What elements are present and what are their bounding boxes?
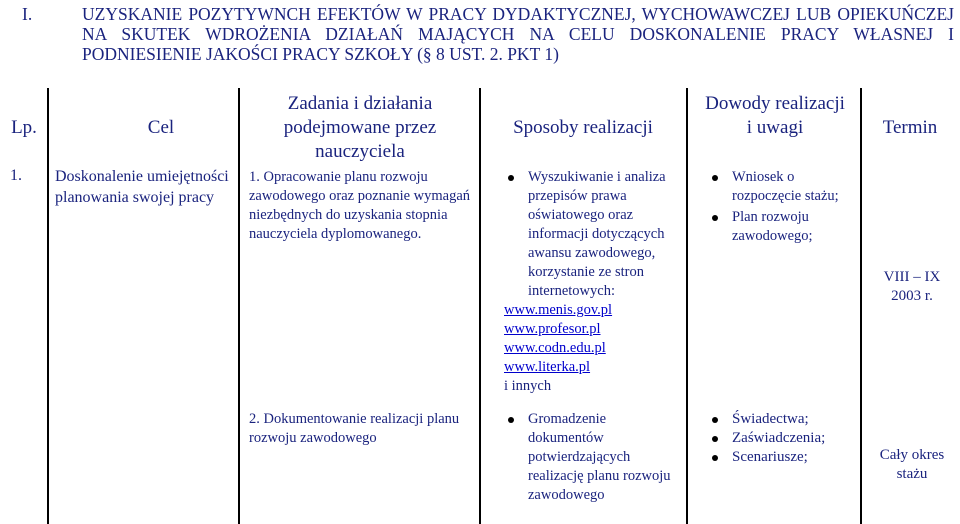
header-lp: Lp. [11, 117, 37, 138]
method-list [502, 410, 678, 505]
list-item [706, 168, 856, 206]
header-cel: Cel [147, 117, 175, 138]
evidence-item: Wniosek o rozpoczęcie stażu; [732, 169, 839, 204]
table-border [238, 88, 240, 524]
method-2 [502, 410, 678, 505]
evidence-2 [706, 410, 856, 467]
row-number: 1. [10, 167, 22, 184]
goal-text: Doskonalenie umiejętności planowania swojej pracy [55, 168, 229, 206]
links-tail: i innych [504, 378, 552, 394]
section-number: I. [22, 4, 33, 24]
bullet-icon [712, 417, 718, 423]
table-border [479, 88, 481, 524]
task-1: 1. Opracowanie planu rozwoju zawodowego oraz poznanie wymagań niezbędnych do uzyskania stopnia nauczyciela dyplomowanego. [249, 169, 471, 242]
bullet-icon [712, 455, 718, 461]
list-item [502, 410, 678, 505]
bullet-icon [508, 417, 514, 423]
method-2-text: Gromadzenie dokumentów potwierdzających realizację planu rozwoju zawodowego [528, 411, 671, 503]
link-profesor[interactable]: www.profesor.pl [504, 321, 601, 337]
list-item [502, 168, 678, 301]
evidence-list [706, 168, 856, 246]
link-menis[interactable]: www.menis.gov.pl [504, 302, 613, 318]
term-2: Cały okres stażu [879, 447, 945, 482]
bullet-icon [508, 175, 514, 181]
list-item [706, 429, 856, 448]
bullet-icon [712, 175, 718, 181]
link-literka[interactable]: www.literka.pl [504, 359, 591, 375]
bullet-icon [712, 215, 718, 221]
term-1: VIII – IX 2003 r. [883, 269, 941, 304]
bullet-icon [712, 436, 718, 442]
list-item [706, 410, 856, 429]
header-dowody: Dowody realizacji i uwagi [705, 93, 845, 138]
header-zadania: Zadania i działania podejmowane przez nauczyciela [283, 93, 437, 162]
table-border [686, 88, 688, 524]
section-title: UZYSKANIE POZYTYWNCH EFEKTÓW W PRACY DYDAKTYCZNEJ, WYCHOWAWCZEJ LUB OPIEKUŃCZEJ NA SKUTEK WDROŻENIA DZIAŁAŃ MAJĄCYCH NA CELU DOSKONALENIE PRACY WŁASNEJ I PODNIESIENIE JAKOŚCI PRACY SZKOŁY (§ 8 UST. 2. PKT 1) [82, 4, 954, 64]
method-list [502, 168, 678, 301]
table-border [860, 88, 862, 524]
header-termin: Termin [882, 117, 938, 138]
list-item [706, 208, 856, 246]
method-1 [502, 168, 678, 396]
header-sposoby: Sposoby realizacji [513, 117, 653, 138]
evidence-item: Plan rozwoju zawodowego; [732, 209, 813, 244]
link-codn[interactable]: www.codn.edu.pl [504, 340, 606, 356]
evidence-list [706, 410, 856, 467]
evidence-1 [706, 168, 856, 246]
evidence-item: Świadectwa; [732, 411, 809, 427]
method-1-text: Wyszukiwanie i analiza przepisów prawa oświatowego oraz informacji dotyczących awansu zawodowego, korzystanie ze stron internetowych: [528, 169, 666, 299]
evidence-item: Zaświadczenia; [732, 430, 826, 446]
task-2: 2. Dokumentowanie realizacji planu rozwoju zawodowego [249, 411, 460, 446]
evidence-item: Scenariusze; [732, 449, 808, 465]
list-item [706, 448, 856, 467]
links-block [504, 301, 678, 396]
table-border [47, 88, 49, 524]
